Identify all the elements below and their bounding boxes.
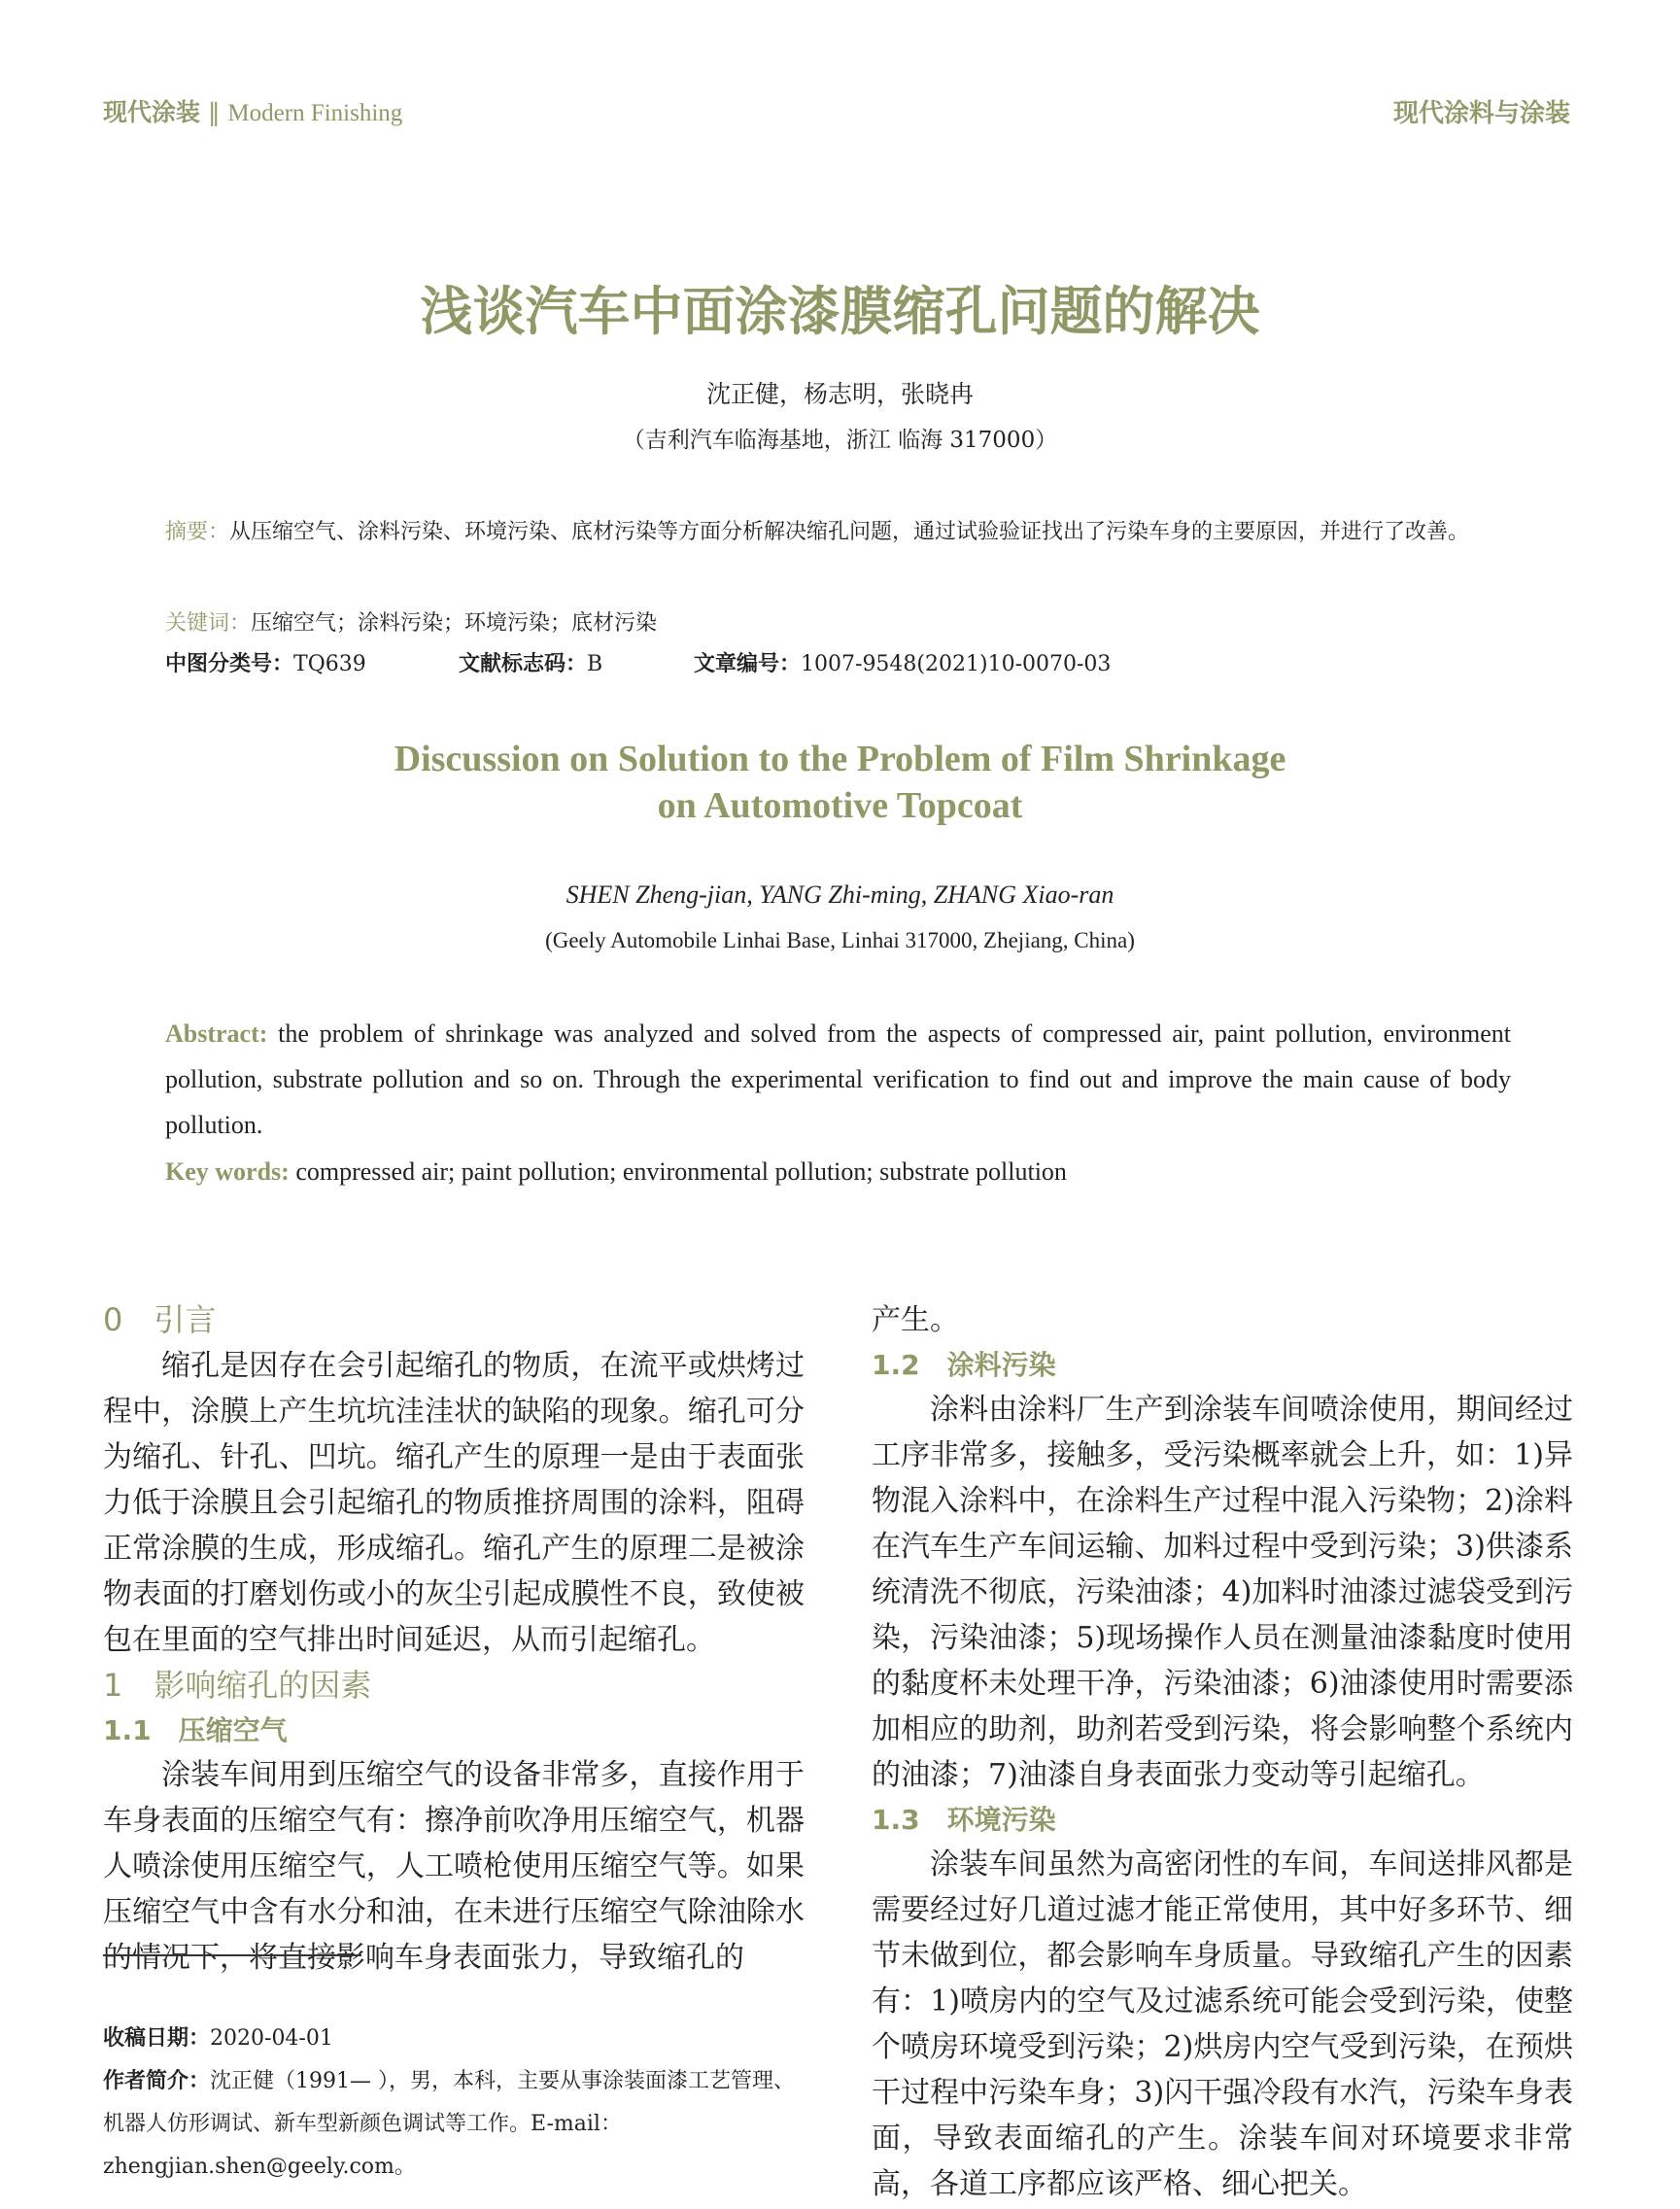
authors-cn: 沈正健，杨志明，张晓冉 <box>705 380 974 408</box>
abstract-en-label: Abstract: <box>165 1019 268 1048</box>
footnote <box>103 2018 805 2189</box>
running-header-left <box>103 93 402 128</box>
article-number: 文章编号：1007-9548(2021)10-0070-03 <box>694 652 1112 676</box>
section-heading-1-3: 1.3 环境污染 <box>872 1804 1056 1836</box>
abstract-cn-text: 从压缩空气、涂料污染、环境污染、底材污染等方面分析解决缩孔问题，通过试验验证找出了污染车身的主要原因，并进行了改善。 <box>229 520 1470 544</box>
affiliation-cn: （吉利汽车临海基地，浙江 临海 317000） <box>622 428 1058 453</box>
journal-name-en: Modern Finishing <box>227 100 403 126</box>
section-1-2-paragraph: 涂料由涂料厂生产到涂装车间喷涂使用，期间经过工序非常多，接触多，受污染概率就会上升，如：1)异物混入涂料中，在涂料生产过程中混入污染物；2)涂料在汽车生产车间运输、加料过程中受到污染；3)供漆系统清洗不彻底，污染油漆；4)加料时油漆过滤袋受到污染，污染油漆；5)现场操作人员在测量油漆黏度时使用的黏度杯未处理干净，污染油漆；6)油漆使用时需要添加相应的助剂，助剂若受到污染，将会影响整个系统内的油漆；7)油漆自身表面张力变动等引起缩孔。 <box>872 1393 1573 1792</box>
affiliation-en: (Geely Automobile Linhai Base, Linhai 317000, Zhejiang, China) <box>545 928 1135 952</box>
keywords-cn-label: 关键词： <box>165 611 252 636</box>
paper-title-en-line1: Discussion on Solution to the Problem of Film Shrinkage <box>394 739 1286 779</box>
paper-title-cn: 浅谈汽车中面涂漆膜缩孔问题的解决 <box>420 281 1260 342</box>
paper-title-en <box>0 736 1680 829</box>
abstract-cn-label: 摘要： <box>165 520 230 544</box>
classification-row <box>165 647 1111 677</box>
section-heading-1-2: 1.2 涂料污染 <box>872 1349 1056 1381</box>
keywords-cn <box>165 602 1526 646</box>
abstract-cn <box>165 510 1526 555</box>
abstract-en <box>165 1011 1511 1148</box>
footnote-rule <box>103 1954 361 1956</box>
clc-number: 中图分类号：TQ639 <box>165 652 366 676</box>
author-bio: 作者简介：沈正健（1991— ），男，本科，主要从事涂装面漆工艺管理、机器人仿形调试、新车型新颜色调试等工作。E-mail：zhengjian.shen@geely.com。 <box>103 2069 795 2179</box>
body-column-left <box>103 1297 805 1981</box>
abstract-en-text: the problem of shrinkage was analyzed and solved from the aspects of compressed air, paint pollution, environment pollution, substrate pollution and so on. Through the experimental verification to find out and improve the main cause of body pollution. <box>165 1019 1511 1139</box>
section-heading-1-1: 1.1 压缩空气 <box>103 1714 288 1746</box>
keywords-en-label: Key words: <box>165 1157 290 1186</box>
section-heading-0: 0 引言 <box>103 1301 217 1338</box>
section-1-3-paragraph: 涂装车间虽然为高密闭性的车间，车间送排风都是需要经过好几道过滤才能正常使用，其中好多环节、细节未做到位，都会影响车身质量。导致缩孔产生的因素有：1)喷房内的空气及过滤系统可能会受到污染，使整个喷房环境受到污染；2)烘房内空气受到污染，在预烘干过程中污染车身；3)闪干强冷段有水汽，污染车身表面，导致表面缩孔的产生。涂装车间对环境要求非常高，各道工序都应该严格、细心把关。 <box>872 1847 1573 2201</box>
section-heading-1: 1 影响缩孔的因素 <box>103 1667 372 1704</box>
keywords-cn-text: 压缩空气；涂料污染；环境污染；底材污染 <box>251 611 658 636</box>
keywords-en <box>165 1149 1511 1194</box>
journal-name-cn: 现代涂装 <box>103 98 201 126</box>
section-1-1-paragraph: 涂装车间用到压缩空气的设备非常多，直接作用于车身表面的压缩空气有：擦净前吹净用压缩空气，机器人喷涂使用压缩空气，人工喷枪使用压缩空气等。如果压缩空气中含有水分和油，在未进行压缩空气除油除水的情况下，将直接影响车身表面张力，导致缩孔的 <box>103 1758 805 1975</box>
body-column-right <box>872 1297 1573 2207</box>
header-separator: ‖ <box>200 98 228 126</box>
keywords-en-text: compressed air; paint pollution; environmental pollution; substrate pollution <box>289 1157 1067 1186</box>
paper-title-en-line2: on Automotive Topcoat <box>657 785 1023 826</box>
section-0-paragraph: 缩孔是因存在会引起缩孔的物质，在流平或烘烤过程中，涂膜上产生坑坑洼洼状的缺陷的现象。缩孔可分为缩孔、针孔、凹坑。缩孔产生的原理一是由于表面张力低于涂膜且会引起缩孔的物质推挤周围的涂料，阻碍正常涂膜的生成，形成缩孔。缩孔产生的原理二是被涂物表面的打磨划伤或小的灰尘引起成膜性不良，致使被包在里面的空气排出时间延迟，从而引起缩孔。 <box>103 1349 805 1657</box>
document-code: 文献标志码：B <box>459 652 603 676</box>
received-date: 收稿日期：2020-04-01 <box>103 2026 333 2051</box>
running-header-right: 现代涂料与涂装 <box>1392 99 1570 128</box>
authors-en: SHEN Zheng-jian, YANG Zhi-ming, ZHANG Xiao-ran <box>566 880 1114 909</box>
section-1-1-paragraph-continued: 产生。 <box>872 1303 959 1337</box>
